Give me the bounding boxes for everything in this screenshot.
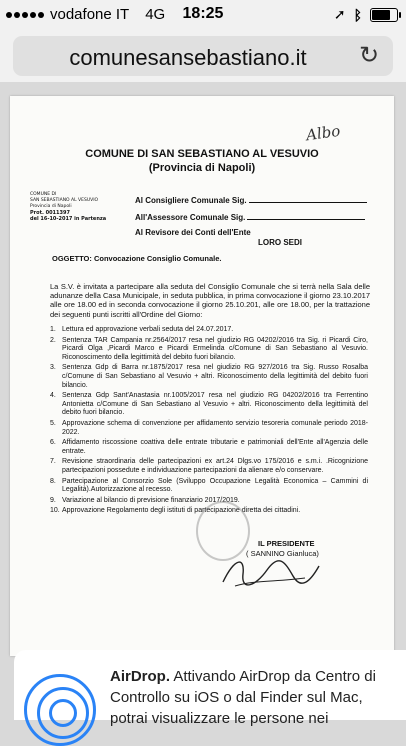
item-number: 8.: [50, 477, 56, 485]
stamp-line: COMUNE DI: [30, 192, 57, 197]
handwritten-signature: [215, 552, 325, 592]
network-type: 4G: [145, 6, 166, 23]
status-bar: [0, 0, 406, 30]
browser-toolbar: [0, 30, 406, 82]
document-page: [10, 96, 394, 656]
stamp-date: del 16-10-2017 in Partenza: [30, 216, 107, 222]
addressee-label: Al Consigliere Comunale Sig.: [135, 196, 247, 205]
item-text: Partecipazione al Consorzio Sole (Sviluppo Occupazione Legalità Economica – Cammini di Legalità).Autorizzazione al recesso.: [62, 477, 368, 494]
status-icons: [334, 6, 398, 23]
address-bar[interactable]: [13, 36, 393, 76]
stamp-line: SAN SEBASTIANO AL VESUVIO: [30, 198, 99, 203]
list-item: [50, 458, 368, 475]
list-item: [50, 364, 368, 390]
reload-icon[interactable]: ↻: [358, 42, 380, 69]
item-text: Sentenza Gdp di Barra nr.1875/2017 resa nel giudizio RG 927/2016 tra Sig. Russo Rosalba c/Comune di San Sebastiano al Vesuvio + altri. Riconoscimento della legittimità del debito fuori bilancio.: [62, 364, 368, 389]
bluetooth-icon: ᛒ: [353, 6, 362, 23]
airdrop-body: Attivando AirDrop da Centro di Controllo su iOS o dal Finder sul Mac, potrai visualizzare le persone nei: [110, 668, 376, 727]
stamp-prot: Prot. 0011397: [30, 210, 70, 216]
battery-icon: [370, 8, 398, 22]
intro-paragraph: La S.V. è invitata a partecipare alla seduta del Consiglio Comunale che si terrà nella Sala delle adunanze della Casa Municipale, in seduta pubblica, in prima convocazione il giorno 23.10.2017 alle ore 18.00 ed in seconda convocazione il giorno 25.10.201, alle ore 18.00, per la trattazione dei seguenti punti iscritti all'Ordine del Giorno:: [50, 282, 370, 319]
item-number: 7.: [50, 458, 56, 466]
agenda-list: [50, 326, 368, 518]
item-number: 6.: [50, 439, 56, 447]
fill-line: [249, 195, 367, 203]
signature-name: ( SANNINO Gianluca): [246, 549, 319, 558]
item-number: 3.: [50, 364, 56, 372]
item-number: 5.: [50, 419, 56, 427]
url-text[interactable]: comunesansebastiano.it: [69, 45, 307, 70]
item-text: Sentenza TAR Campania nr.2564/2017 resa nel giudizio RG 04202/2016 tra Sig. ri Picardi Ciro, Picardi Olga ,Picardi Marco e Picardi Ermelinda c/Comune di San Sebastiano al Vesuvio. Riconoscimento della legittimità del debito fuori bilancio.: [62, 336, 368, 361]
airdrop-title: AirDrop.: [110, 668, 170, 685]
item-text: Affidamento riscossione coattiva delle entrate tributarie e patrimoniali dell'Ente all'Agenzia delle entrate.: [62, 439, 368, 455]
list-item: [50, 420, 368, 437]
item-text: Approvazione schema di convenzione per affidamento servizio tesoreria comunale periodo 2018-2022.: [62, 419, 368, 436]
item-number: 4.: [50, 392, 56, 400]
list-item: [50, 478, 368, 495]
location-icon: ➚: [333, 6, 346, 22]
loro-sedi: LORO SEDI: [258, 238, 303, 247]
addressee-assessore: [135, 212, 365, 222]
list-item: [50, 392, 368, 418]
item-text: Revisione straordinaria delle partecipazioni ex art.24 Dlgs.vo 175/2016 e s.m.i. .Ricognizione partecipazioni possedute e individuazione partecipazioni da alienare e/o conservare.: [62, 458, 368, 474]
addressee-label: All'Assessore Comunale Sig.: [135, 213, 246, 222]
item-text: Lettura ed approvazione verbali seduta del 24.07.2017.: [62, 326, 234, 333]
list-item: [50, 439, 368, 456]
item-text: Sentenza Gdp Sant'Anastasia nr.1005/2017 resa nel giudizio RG 04202/2016 tra Ferrentino Antonietta c/Comune di San Sebastiano al Vesuvio + altri. Riconoscimento della legittimità del debito fuori bilancio.: [62, 392, 368, 417]
item-text: Variazione al bilancio di previsione finanziario 2017/2019.: [62, 496, 240, 504]
item-text: Approvazione Regolamento degli istituti di partecipazione diretta dei cittadini.: [62, 507, 301, 515]
addressee-revisore: Al Revisore dei Conti dell'Ente: [135, 228, 251, 237]
list-item: [50, 337, 368, 363]
clock: 18:25: [182, 5, 224, 22]
airdrop-icon[interactable]: [24, 674, 96, 746]
list-item: [50, 326, 368, 335]
document-title: COMUNE DI SAN SEBASTIANO AL VESUVIO: [85, 148, 319, 160]
airdrop-share-sheet: [14, 650, 406, 727]
fill-line: [247, 212, 365, 220]
handwritten-note: Albo: [304, 121, 342, 145]
item-number: 1.: [50, 326, 56, 333]
item-number: 2.: [50, 336, 56, 344]
carrier-name: vodafone IT: [50, 6, 130, 23]
addressee-consigliere: [135, 195, 367, 205]
protocol-stamp: [30, 192, 140, 222]
document-subtitle: (Provincia di Napoli): [148, 162, 256, 174]
subject-line: OGGETTO: Convocazione Consiglio Comunale.: [52, 254, 222, 263]
signature-role: IL PRESIDENTE: [258, 539, 315, 548]
item-number: 9.: [50, 496, 56, 504]
item-number: 10.: [50, 507, 60, 515]
stamp-line: Provincia di Napoli: [30, 204, 72, 209]
